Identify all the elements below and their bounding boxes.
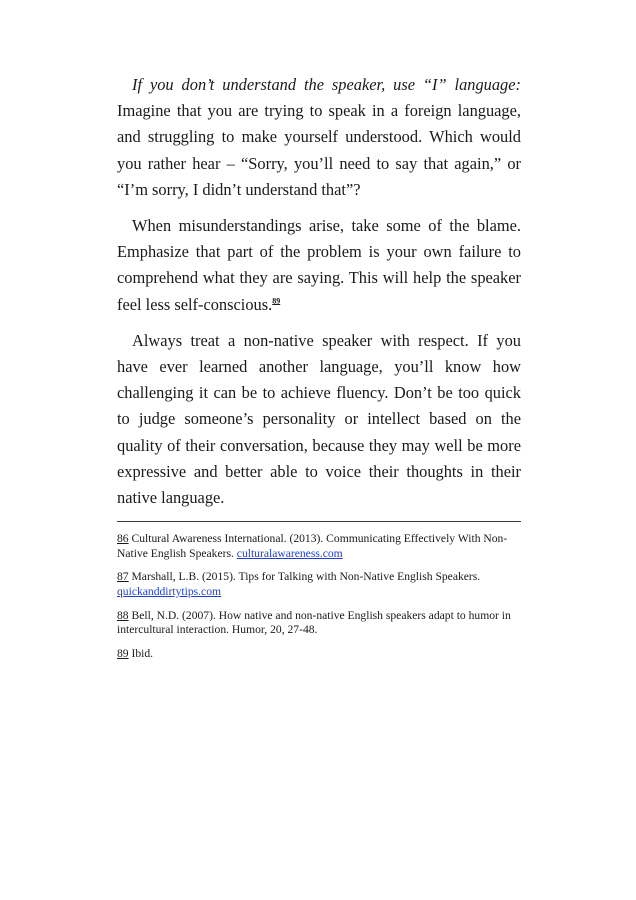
footnote-number[interactable]: 89 [117,646,129,660]
footnote-text: Bell, N.D. (2007). How native and non-native English speakers adapt to humor in intercultural interaction. Humor, 20, 27-48. [117,608,511,637]
footnote-text: Ibid. [131,646,154,660]
footnote-divider [117,521,521,522]
paragraph-text: Imagine that you are trying to speak in a foreign language, and struggling to make yourself understood. Which would you rather hear – “Sorry, you’ll need to say that again,” or “I’m sorry, I didn’t understand that”? [117,101,521,199]
italic-lead-in: If you don’t understand the speaker, use “I” language: [132,75,521,94]
document-page [117,72,521,670]
body-paragraph-1 [117,72,521,203]
paragraph-text: When misunderstandings arise, take some of the blame. Emphasize that part of the problem is your own failure to comprehend what they are saying. This will help the speaker feel less self-conscious. [117,216,521,314]
footnote-number[interactable]: 86 [117,532,129,546]
footnote-link[interactable]: culturalawareness.com [236,546,343,560]
body-paragraph-2 [117,213,521,318]
footnote-88 [117,609,521,638]
footnote-number[interactable]: 88 [117,608,129,622]
footnote-87 [117,570,521,599]
footnote-number[interactable]: 87 [117,570,129,584]
footnote-89 [117,647,521,662]
footnote-link[interactable]: quickanddirtytips.com [117,585,222,599]
footnote-reference-89[interactable]: 89 [272,296,281,306]
body-paragraph-3 [117,328,521,511]
paragraph-text: Always treat a non-native speaker with respect. If you have ever learned another language, you’ll know how challenging it can be to achieve fluency. Don’t be too quick to judge someone’s personality or intellect based on the quality of their conversation, because they may well be more expressive and better able to voice their thoughts in their native language. [117,330,521,508]
footnote-86 [117,532,521,561]
footnote-text: Cultural Awareness International. (2013). Communicating Effectively With Non-Native English Speakers. [117,532,508,560]
footnote-text: Marshall, L.B. (2015). Tips for Talking with Non-Native English Speakers. [131,570,481,584]
